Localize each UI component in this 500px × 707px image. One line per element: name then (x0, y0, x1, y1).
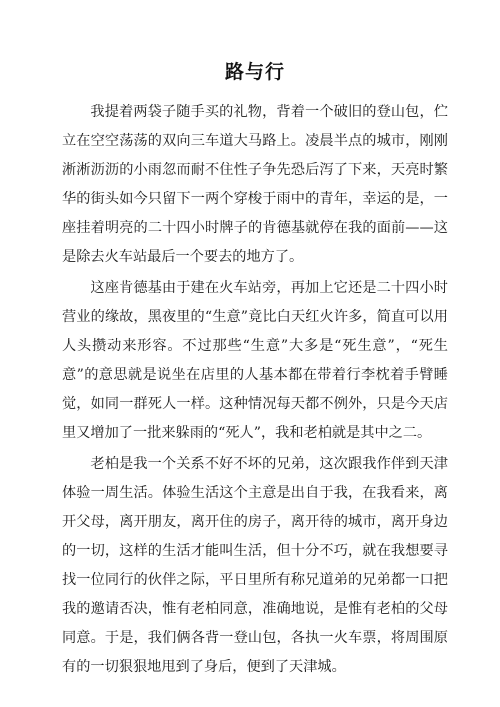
paragraph-2: 这座肯德基由于建在火车站旁，再加上它还是二十四小时营业的缘故，黑夜里的“生意”竟比白天红火许多，简直可以用人头攒动来形容。不过那些“生意”大多是“死生意”，“死生意”的意思就是说坐在店里的人基本都在带着行李枕着手臂睡觉，如同一群死人一样。这种情况每天都不例外，只是今天店里又增加了一批来躲雨的“死人”，我和老柏就是其中之二。 (62, 280, 448, 441)
paragraph-1: 我提着两袋子随手买的礼物，背着一个破旧的登山包，伫立在空空荡荡的双向三车道大马路上。凌晨半点的城市，刚刚淅淅沥沥的小雨忽而耐不住性子争先恐后泻了下来，天亮时繁华的街头如今只留下一两个穿梭于雨中的青年，幸运的是，一座挂着明亮的二十四小时牌子的肯德基就停在我的面前——这是除去火车站最后一个要去的地方了。 (62, 104, 448, 265)
document-title: 路与行 (224, 61, 285, 83)
paragraph-3: 老柏是我一个关系不好不坏的兄弟，这次跟我作伴到天津体验一周生活。体验生活这个主意是出自于我，在我看来，离开父母，离开朋友，离开住的房子，离开待的城市，离开身边的一切，这样的生活才能叫生活，但十分不巧，就在我想要寻找一位同行的伙伴之际，平日里所有称兄道弟的兄弟都一口把我的邀请否决，惟有老柏同意，准确地说，是惟有老柏的父母同意。于是，我们俩各背一登山包，各执一火车票，将周围原有的一切狠狠地甩到了身后，便到了天津城。 (62, 456, 448, 675)
